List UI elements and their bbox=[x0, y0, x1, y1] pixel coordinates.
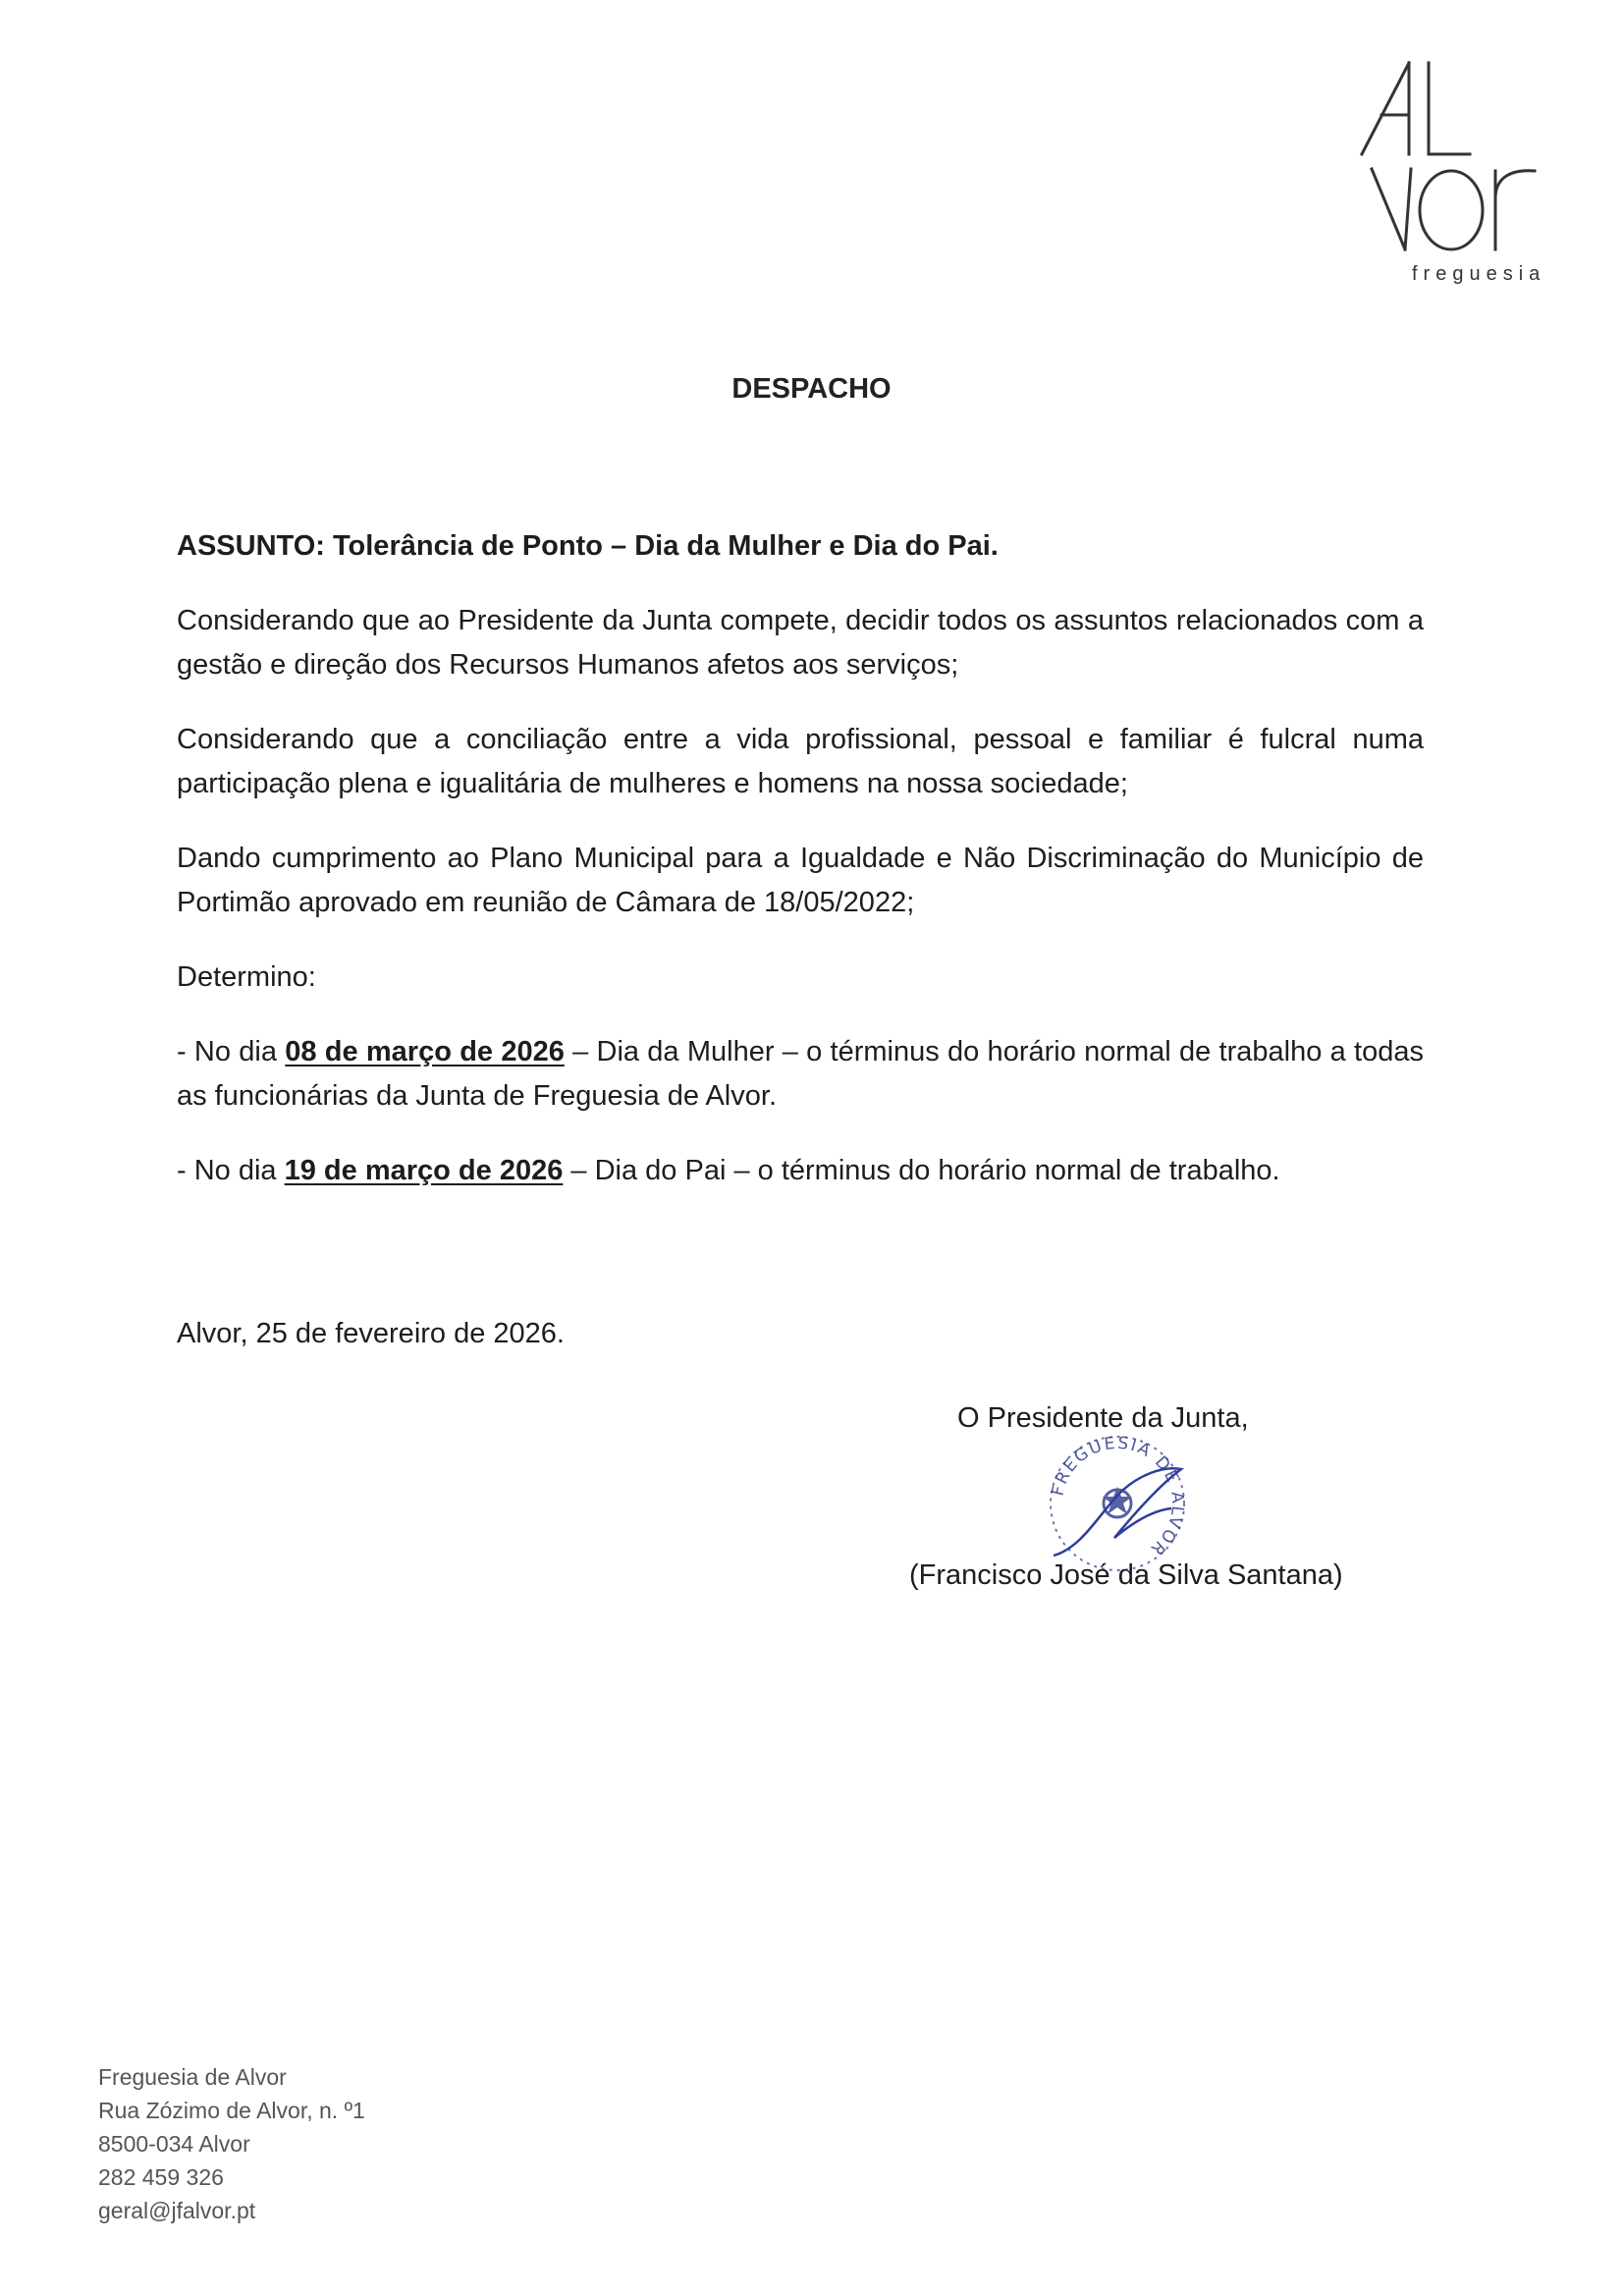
subject-line: ASSUNTO: Tolerância de Ponto – Dia da Mulher e Dia do Pai. bbox=[177, 530, 999, 562]
official-stamp bbox=[1044, 1430, 1191, 1577]
item-date: 19 de março de 2026 bbox=[284, 1155, 564, 1186]
footer-postal: 8500-034 Alvor bbox=[98, 2131, 250, 2157]
footer-org: Freguesia de Alvor bbox=[98, 2064, 287, 2090]
signature-name: (Francisco José da Silva Santana) bbox=[909, 1559, 1343, 1591]
alvor-logo bbox=[1345, 61, 1571, 297]
place-date: Alvor, 25 de fevereiro de 2026. bbox=[177, 1318, 565, 1349]
stamp-text: FREGUESIA DE ALVOR bbox=[1048, 1433, 1188, 1560]
document-body bbox=[177, 524, 1424, 1193]
signature-block bbox=[903, 1393, 1355, 1628]
footer-contact bbox=[98, 2060, 365, 2227]
alvor-logo-mark bbox=[1345, 61, 1571, 267]
item-fathers-day bbox=[177, 1149, 1424, 1193]
footer-phone: 282 459 326 bbox=[98, 2164, 224, 2190]
item-womens-day bbox=[177, 1030, 1424, 1119]
signature-title: O Presidente da Junta, bbox=[957, 1402, 1249, 1434]
footer-address: Rua Zózimo de Alvor, n. º1 bbox=[98, 2098, 365, 2123]
document-title: DESPACHO bbox=[731, 373, 892, 405]
stamp-emblem-icon bbox=[1103, 1487, 1132, 1517]
paragraph-1: Considerando que ao Presidente da Junta compete, decidir todos os assuntos relacionados com a gestão e direção dos Recursos Humanos afetos aos serviços; bbox=[177, 605, 1424, 681]
signature-stroke bbox=[1054, 1468, 1181, 1556]
item-text: – Dia da Mulher – o términus do horário normal de trabalho a todas as funcionárias da Junta de Freguesia de Alvor. bbox=[177, 1036, 1424, 1112]
footer-email: geral@jfalvor.pt bbox=[98, 2198, 256, 2223]
item-prefix: - No dia bbox=[177, 1155, 285, 1186]
paragraph-3: Dando cumprimento ao Plano Municipal para a Igualdade e Não Discriminação do Município de Portimão aprovado em reunião de Câmara de 18/05/2022; bbox=[177, 843, 1424, 918]
logo-subtitle: freguesia bbox=[1412, 263, 1546, 285]
item-text: – Dia do Pai – o términus do horário normal de trabalho. bbox=[563, 1155, 1280, 1186]
paragraph-2: Considerando que a conciliação entre a vida profissional, pessoal e familiar é fulcral numa participação plena e igualitária de mulheres e homens na nossa sociedade; bbox=[177, 724, 1424, 799]
paragraph-determino: Determino: bbox=[177, 961, 316, 993]
item-date: 08 de março de 2026 bbox=[285, 1036, 565, 1067]
item-prefix: - No dia bbox=[177, 1036, 286, 1067]
